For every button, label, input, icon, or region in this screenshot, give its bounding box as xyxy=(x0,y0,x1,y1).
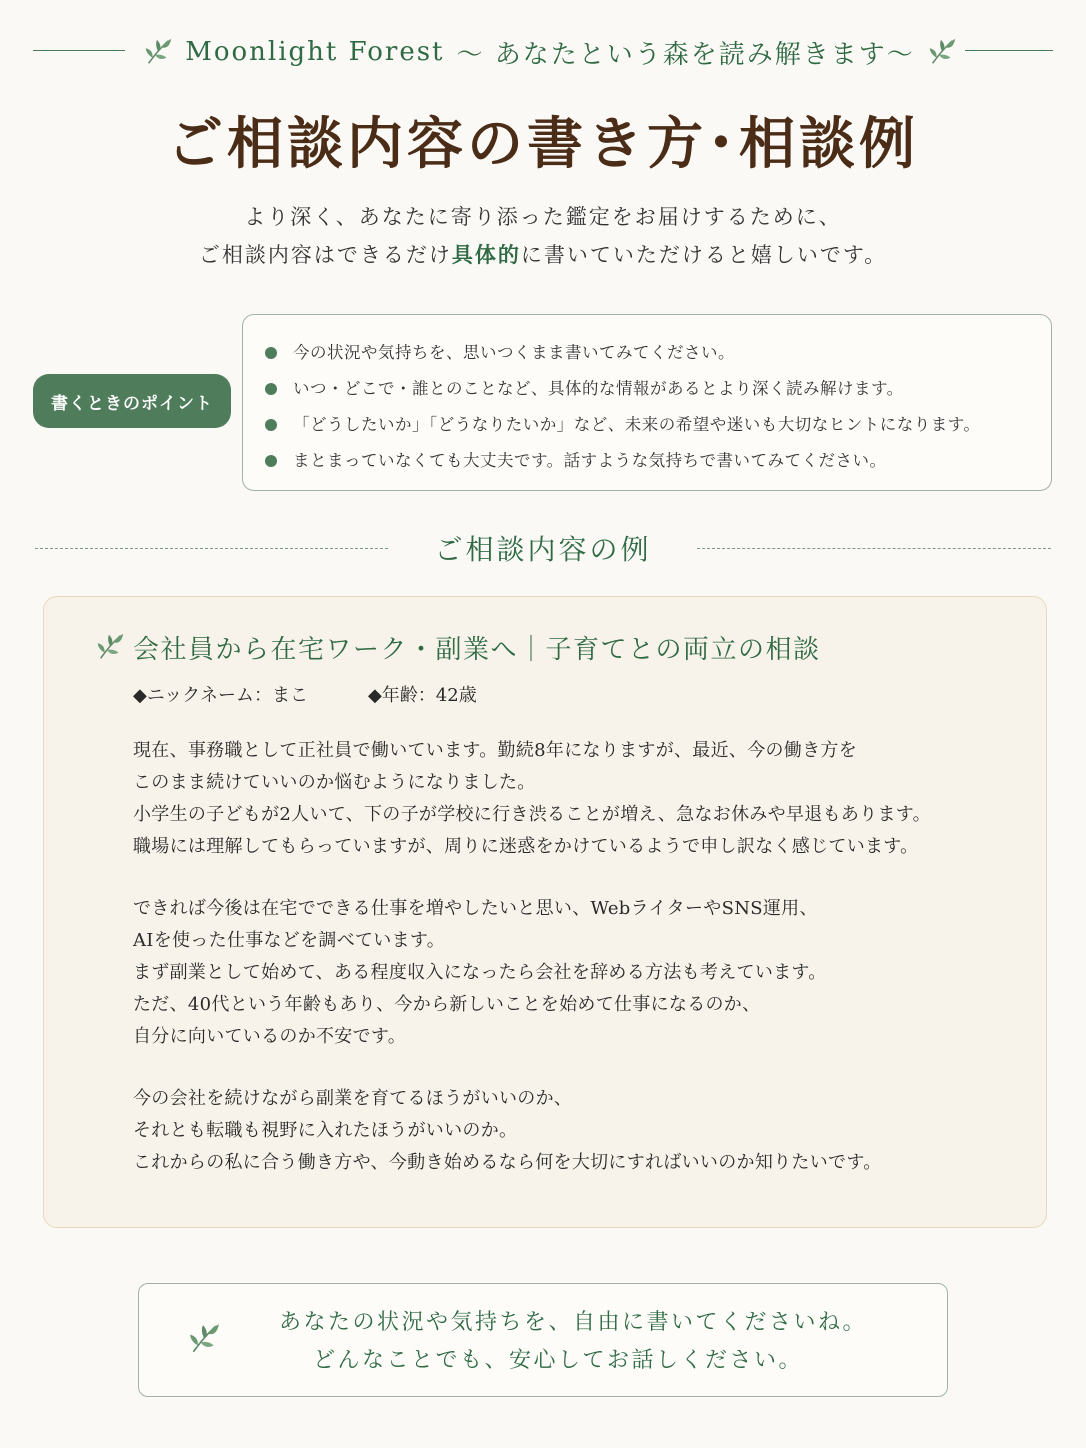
intro-text-part: に書いていただけると嬉しいです。 xyxy=(520,243,888,267)
body-line: 現在、事務職として正社員で働いています。勤続8年になりますが、最近、今の働き方を xyxy=(133,740,858,761)
leaf-icon xyxy=(927,37,957,67)
intro-text-part: ご相談内容はできるだけ xyxy=(198,243,452,267)
nickname: ◆ニックネーム：まこ xyxy=(133,685,308,706)
point-item xyxy=(265,335,1051,371)
footer-text xyxy=(139,1304,947,1380)
bullet-dot xyxy=(265,455,277,467)
points-badge: 書くときのポイント xyxy=(33,374,231,428)
brand-header xyxy=(140,30,960,74)
body-line: ただ、40代という年齢もあり、今から新しいことを始めて仕事になるのか、 xyxy=(133,994,761,1015)
body-line: 自分に向いているのか不安です。 xyxy=(133,1026,407,1047)
point-item xyxy=(265,407,1051,443)
header-rule-right xyxy=(965,50,1053,51)
body-line: AIを使った仕事などを調べています。 xyxy=(133,930,446,951)
body-line: 今の会社を続けながら副業を育てるほうがいいのか、 xyxy=(133,1088,573,1109)
example-paragraph xyxy=(133,893,1023,1053)
point-text: いつ・どこで・誰とのことなど、具体的な情報があるとより深く読み解けます。 xyxy=(293,379,904,398)
age: ◆年齢：42歳 xyxy=(367,685,477,706)
example-heading: ご相談内容の例 xyxy=(434,533,652,566)
points-box xyxy=(242,314,1052,491)
body-line: それとも転職も視野に入れたほうがいいのか。 xyxy=(133,1120,518,1141)
leaf-icon xyxy=(95,632,125,662)
body-line: これからの私に合う働き方や、今動き始めるなら何を大切にすればいいのか知りたいです。 xyxy=(133,1152,882,1173)
example-body xyxy=(133,735,1023,1209)
intro-line-1: より深く、あなたに寄り添った鑑定をお届けするために、 xyxy=(244,205,842,229)
body-line: まず副業として始めて、ある程度収入になったら会社を辞める方法も考えています。 xyxy=(133,962,827,983)
points-list xyxy=(265,335,1051,479)
brand-tagline: 〜 あなたという森を読み解きます〜 xyxy=(456,39,915,70)
brand-name: Moonlight Forest xyxy=(185,37,445,67)
header-rule-left xyxy=(33,50,125,51)
footer-message-box xyxy=(138,1283,948,1397)
leaf-icon xyxy=(143,37,173,67)
example-paragraph xyxy=(133,1083,1023,1179)
bullet-dot xyxy=(265,419,277,431)
section-rule-left xyxy=(35,548,388,549)
example-card-title xyxy=(95,626,821,668)
point-item xyxy=(265,443,1051,479)
point-item xyxy=(265,371,1051,407)
bullet-dot xyxy=(265,383,277,395)
intro-text xyxy=(0,198,1086,274)
section-rule-right xyxy=(697,548,1051,549)
bullet-dot xyxy=(265,347,277,359)
body-line: 職場には理解してもらっていますが、周りに迷惑をかけているようで申し訳なく感じています。 xyxy=(133,836,919,857)
body-line: 小学生の子どもが2人いて、下の子が学校に行き渋ることが増え、急なお休みや早退もあります。 xyxy=(133,804,931,825)
intro-line-2 xyxy=(0,236,1086,274)
page-title: ご相談内容の書き方･相談例 xyxy=(167,111,919,177)
body-line: このまま続けていいのか悩むようになりました。 xyxy=(133,772,536,793)
point-text: まとまっていなくても大丈夫です。話すような気持ちで書いてみてください。 xyxy=(293,451,887,470)
card-title-text: 会社員から在宅ワーク・副業へ｜子育てとの両立の相談 xyxy=(133,634,821,665)
point-text: 「どうしたいか」「どうなりたいか」など、未来の希望や迷いも大切なヒントになります。 xyxy=(293,415,981,434)
example-paragraph xyxy=(133,735,1023,863)
footer-line-2: どんなことでも、安心してお話しください。 xyxy=(312,1348,803,1373)
footer-line-1: あなたの状況や気持ちを、自由に書いてくださいね。 xyxy=(278,1310,867,1335)
body-line: できれば今後は在宅でできる仕事を増やしたいと思い、WebライターやSNS運用、 xyxy=(133,898,818,919)
example-meta xyxy=(133,681,477,711)
point-text: 今の状況や気持ちを、思いつくまま書いてみてください。 xyxy=(293,343,735,362)
intro-highlight: 具体的 xyxy=(451,242,521,267)
